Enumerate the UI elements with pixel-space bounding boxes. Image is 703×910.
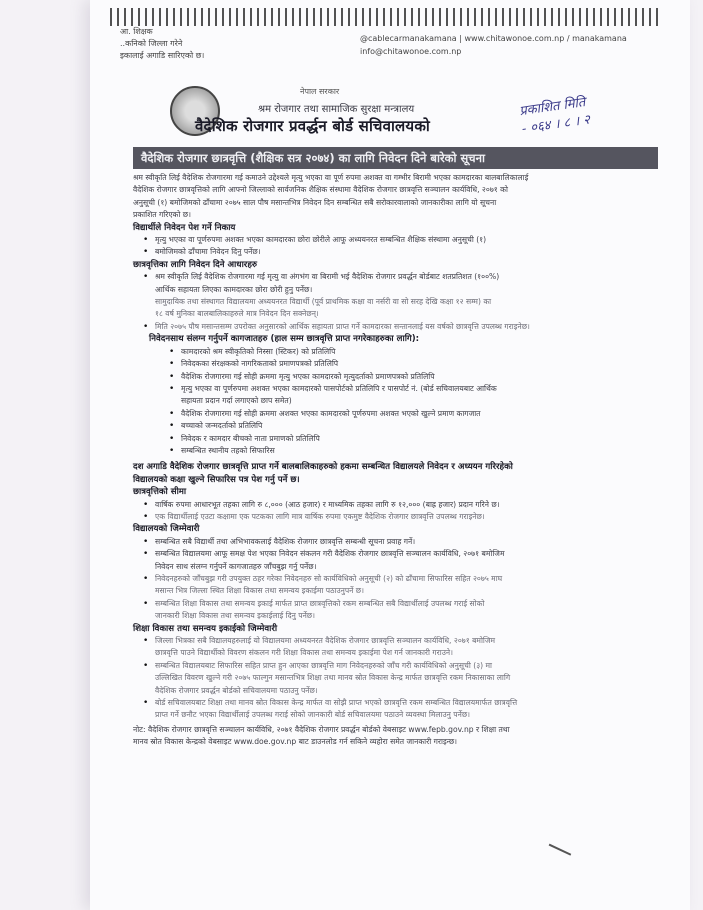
list-item: • सम्बन्धित विद्यालयबाट सिफारिस सहित प्राप्त हुन आएका छात्रवृत्ति माग निवेदनहरुको जाँच गरी कार्यविधिको अनुसूची (३) मा xyxy=(133,660,663,672)
list-item-cont: वैदेशिक रोजगार प्रवर्द्धन बोर्डको सचिवालयमा पठाउनु पर्नेछ। xyxy=(155,685,318,695)
list-item: • निवेदक र कामदार बीचको नाता प्रमाणको प्रतिलिपि xyxy=(133,433,663,445)
list-item: • सम्बन्धित स्थानीय तहको सिफारिस xyxy=(133,445,663,457)
list-item-cont: १८ वर्ष मुनिका बालबालिकाहरुले मात्र निवेदन दिन सक्नेछन्। xyxy=(155,309,319,319)
note-line: नोट: वैदेशिक रोजगार छात्रवृत्ति सञ्चालन कार्यविधि, २०७१ वैदेशिक रोजगार प्रवर्द्धन बोर्डको वेबसाइट www.fepb.gov.np र शिक्षा तथा xyxy=(133,724,510,734)
section-heading: निवेदनसाथ संलग्न गर्नुपर्ने कागजातहरु (हाल सम्म छात्रवृत्ति प्राप्त नगरेकाहरुका लागि): xyxy=(149,334,420,345)
paragraph-line: विद्यालयको कक्षा खुल्ने सिफारिस पत्र पेश गर्नु पर्ने छ। xyxy=(133,474,300,485)
board-name: वैदेशिक रोजगार प्रवर्द्धन बोर्ड सचिवालयको xyxy=(195,117,430,135)
list-item-cont: उल्लिखित विवरण खुल्ने गरी २०७५ फाल्गुन मसान्तभित्र शिक्षा तथा मानव स्रोत विकास केन्द्र मार्फत छात्रवृत्ति रकम निकासाका लागि xyxy=(155,673,511,683)
list-item-cont: मसान्त भित्र जिल्ला स्थित शिक्षा विकास तथा समन्वय इकाईमा पठाउनुपर्ने छ। xyxy=(155,586,364,596)
previous-page-strip xyxy=(100,18,680,78)
list-item: • बच्चाको जन्मदर्ताको प्रतिलिपि xyxy=(133,420,663,432)
strip-right-text xyxy=(360,32,690,58)
government-label: नेपाल सरकार xyxy=(300,87,340,96)
list-item: • निवेदकका संरक्षकको नागरिकताको प्रमाणपत्रको प्रतिलिपि xyxy=(133,358,663,370)
list-item: • सम्बन्धित शिक्षा विकास तथा समन्वय इकाई मार्फत प्राप्त छात्रवृत्तिको रकम सम्बन्धित सबै विद्यार्थीलाई उपलब्ध गराई सोको xyxy=(133,598,663,610)
list-item-cont: प्राप्त गर्ने छनौट भएका विद्यार्थीलाई उपलब्ध गराई सोको जानकारी बोर्ड सचिवालयमा पठाउने व्यवस्था मिलाउनु पर्नेछ। xyxy=(155,710,471,720)
list-item: • कामदारको श्रम स्वीकृतिको निस्सा (स्टिकर) को प्रतिलिपि xyxy=(133,346,663,358)
list-item: • वैदेशिक रोजगारमा गई सोही क्रममा मृत्यु भएका कामदारको मृत्युदर्ताको प्रमाणपत्रको प्रतिलिपि xyxy=(133,371,663,383)
strip-right-line: @cablecarmanakamana | www.chitawonoe.com.np / manakamana xyxy=(360,34,627,43)
list-item: • मिति २०७५ पौष मसान्तसम्म उपरोक्त अनुसारको आर्थिक सहायता प्राप्त गर्ने कामदारका सन्तानलाई यस वर्षको छात्रवृत्ति उपलब्ध गराइनेछ। xyxy=(133,321,663,333)
intro-line: श्रम स्वीकृति लिई वैदेशिक रोजगारमा गई कमाउने उद्देश्यले मृत्यु भएका वा पूर्ण रुपमा अशक्त वा गम्भीर बिरामी भएका कामदारका बालबालिकालाई xyxy=(133,173,529,182)
strip-right-line: info@chitawonoe.com.np xyxy=(360,47,462,56)
list-item: • सम्बन्धित विद्यालयमा आफू समक्ष पेश भएका निवेदन संकलन गरी वैदेशिक रोजगार छात्रवृत्ति सञ्चालन कार्यविधि, २०७१ बमोजिम xyxy=(133,548,663,560)
intro-line: अनुसूची (१) बमोजिमको ढाँचामा २०७५ साल पौष मसान्तभित्र निवेदन दिन सम्बन्धित सबै सरोकारवालाको जानकारीका लागि यो सूचना xyxy=(133,197,497,207)
ministry-name: श्रम रोजगार तथा सामाजिक सुरक्षा मन्त्रालय xyxy=(258,104,415,115)
list-item: • वार्षिक रुपमा आधारभूत तहका लागि रु ८,००० (आठ हजार) र माध्यमिक तहका लागि रु १२,००० (बाह्र हजार) प्रदान गरिने छ। xyxy=(133,499,663,511)
list-item-cont: • बमोजिमको ढाँचामा निवेदन दिनु पर्नेछ। xyxy=(133,246,663,258)
notice-body xyxy=(133,172,663,749)
list-item: • निवेदनहरुको जाँचबुझ गरी उपयुक्त ठहर गरेका निवेदनहरु सो कार्यविधिको अनुसूची (२) को ढाँचामा सिफारिस सहित २०७५ माघ xyxy=(133,573,663,585)
list-item-cont: सामुदायिक तथा संस्थागत विद्यालयमा अध्ययनरत विद्यार्थी (पूर्व प्राथमिक कक्षा वा नर्सरी वा सो सरह देखि कक्षा १२ सम्म) का xyxy=(155,297,492,307)
list-item: • श्रम स्वीकृति लिई वैदेशिक रोजगारमा गई मृत्यु वा अंगभंग वा बिरामी भई वैदेशिक रोजगार प्रवर्द्धन बोर्डबाट शतप्रतिशत (१००%) xyxy=(133,271,663,283)
strip-left-line: ..कनिको जिल्ला गरेने xyxy=(120,39,183,48)
list-item-cont: आर्थिक सहायता लिएका कामदारका छोरा छोरी हुनु पर्नेछ। xyxy=(155,284,313,294)
section-heading: विद्यार्थीले निवेदन पेश गर्ने निकाय xyxy=(133,222,236,233)
list-item: • बोर्ड सचिवालयबाट शिक्षा तथा मानव स्रोत विकास केन्द्र मार्फत वा सोझै प्राप्त भएको छात्रवृत्ति रकम सम्बन्धित विद्यालयमार्फत छात्रवृत्ति xyxy=(133,697,663,709)
list-item-cont: निवेदन साथ संलग्न गर्नुपर्ने कागजातहरु जाँचबुझ गर्नु पर्नेछ। xyxy=(155,561,317,571)
list-item: • वैदेशिक रोजगारमा गई सोही क्रममा अशक्त भएका कामदारको पूर्णरुपमा अशक्त भएको खुल्ने प्रमाण कागजात xyxy=(133,408,663,420)
handwritten-line: - ०६४ । ८ । २ xyxy=(520,112,592,137)
strip-left-line: आ. शिक्षक xyxy=(120,27,153,36)
section-heading: विद्यालयको जिम्मेवारी xyxy=(133,524,200,535)
note-line: मानव स्रोत विकास केन्द्रको वेबसाइट www.doe.gov.np बाट डाउनलोड गर्न सकिने व्यहोरा समेत जानकारी गराइन्छ। xyxy=(133,737,458,747)
intro-line: वैदेशिक रोजगार छात्रवृत्तिको लागि आफ्नो जिल्लाको सार्वजनिक शैक्षिक संस्थामा वैदेशिक रोजगार छात्रवृत्ति सञ्चालन कार्यविधि, २०७१ को xyxy=(133,185,508,195)
list-item: • एक विद्यार्थीलाई एउटा कक्षामा एक पटकका लागि मात्र वार्षिक रुपमा एकमुष्ट वैदेशिक रोजगार छात्रवृत्ति उपलब्ध गराइनेछ। xyxy=(133,511,663,523)
strip-left-text xyxy=(120,26,290,62)
list-item: • मृत्यु भएका वा पूर्णरुपमा अशक्त भएका कामदारका छोरा छोरीले आफू अध्ययनरत सम्बन्धित शैक्षिक संस्थामा अनुसूची (१) xyxy=(133,234,663,246)
section-heading: छात्रवृत्तिका लागि निवेदन दिने आधारहरु xyxy=(133,259,258,270)
paragraph-line: दश अगाडि वैदेशिक रोजगार छात्रवृत्ति प्राप्त गर्ने बालबालिकाहरुको हकमा सम्बन्धित विद्यालयले निवेदन र अध्ययन गरिरहेको xyxy=(133,462,513,473)
section-heading: छात्रवृत्तिको सीमा xyxy=(133,487,187,498)
list-item-cont: जानकारी शिक्षा विकास तथा समन्वय इकाईलाई दिनु पर्नेछ। xyxy=(155,611,316,621)
list-item: • सम्बन्धित सबै विद्यार्थी तथा अभिभावकलाई वैदेशिक रोजगार छात्रवृत्ति सम्बन्धी सूचना प्रवाह गर्ने। xyxy=(133,536,663,548)
handwritten-line: प्रकाशित मिति xyxy=(518,95,587,120)
notice-title-banner: वैदेशिक रोजगार छात्रवृत्ति (शैक्षिक सत्र २०७४) का लागि निवेदन दिने बारेको सूचना xyxy=(133,147,658,169)
section-heading: शिक्षा विकास तथा समन्वय इकाईको जिम्मेवारी xyxy=(133,623,278,634)
list-item: • मृत्यु भएका वा पूर्णरुपमा अशक्त भएका कामदारको पासपोर्टको प्रतिलिपि र पासपोर्ट नं. (बोर्ड सचिवालयबाट आर्थिक xyxy=(133,383,663,395)
strip-left-line: इकालाई अगाडि सारिएको छ। xyxy=(120,51,205,60)
list-item-cont: छात्रवृत्ति पाउने विद्यार्थीको विवरण संकलन गरी शिक्षा विकास तथा समन्वय इकाईमा पेश गर्न जानकारी गराउने। xyxy=(155,648,454,658)
intro-line: प्रकाशित गरिएको छ। xyxy=(133,210,191,220)
list-item-cont: सहायता प्रदान गर्दा लगाएको छाप समेत) xyxy=(181,396,292,406)
list-item: • जिल्ला भित्रका सबै विद्यालयहरुलाई यो विद्यालयमा अध्ययनरत वैदेशिक रोजगार छात्रवृत्ति सञ्चालन कार्यविधि, २०७१ बमोजिम xyxy=(133,635,663,647)
